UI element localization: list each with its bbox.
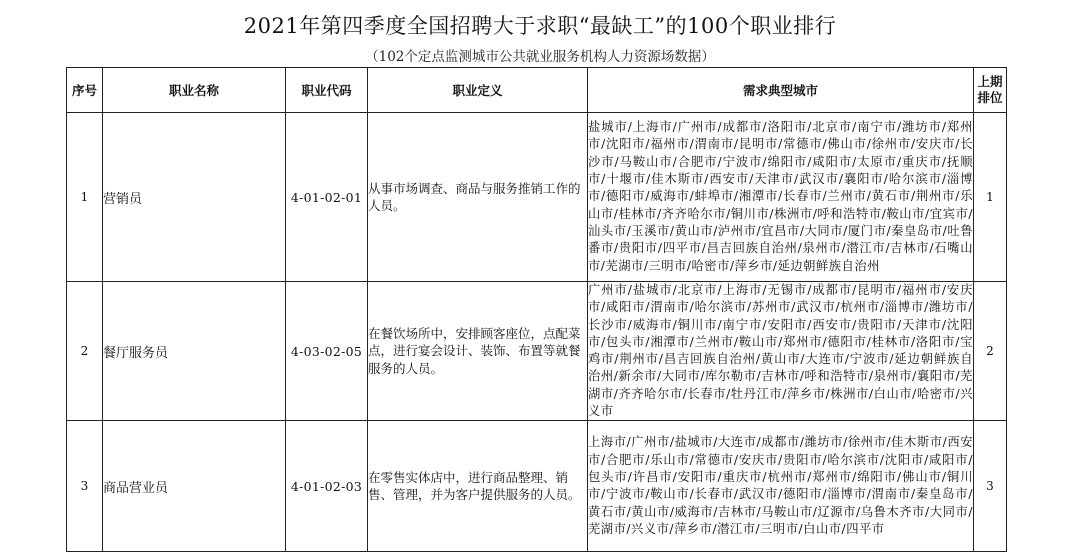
occupation-table (66, 67, 1007, 552)
header-code: 职业代码 (286, 68, 368, 113)
page-title: 2021年第四季度全国招聘大于求职“最缺工”的100个职业排行 (243, 14, 837, 38)
row-code: 4-03-02-05 (286, 282, 368, 421)
row-definition: 在餐饮场所中，安排顾客座位，点配菜点，进行宴会设计、装饰、布置等就餐服务的人员。 (368, 282, 588, 421)
row-no: 1 (67, 113, 103, 282)
row-prev-rank: 2 (974, 282, 1007, 421)
row-prev-rank: 1 (974, 113, 1007, 282)
row-cities: 盐城市/上海市/广州市/成都市/洛阳市/北京市/南宁市/潍坊市/郑州市/沈阳市/福州市/渭南市/昆明市/常德市/佛山市/徐州市/安庆市/长沙市/马鞍山市/合肥市/宁波市/绵阳市/咸阳市/太原市/重庆市/抚顺市/十堰市/佳木斯市/西安市/天津市/武汉市/襄阳市/哈尔滨市/淄博市/德阳市/威海市/蚌埠市/湘潭市/长春市/兰州市/黄石市/荆州市/乐山市/桂林市/齐齐哈尔市/铜川市/株洲市/呼和浩特市/鞍山市/宜宾市/汕头市/玉溪市/黄山市/泸州市/宜昌市/大同市/厦门市/秦皇岛市/吐鲁番市/贵阳市/四平市/昌吉回族自治州/泉州市/潜江市/吉林市/石嘴山市/芜湖市/三明市/哈密市/萍乡市/延边朝鲜族自治州 (588, 113, 974, 282)
row-definition: 在零售实体店中，进行商品整理、销售、管理，并为客户提供服务的人员。 (368, 421, 588, 552)
row-code: 4-01-02-03 (286, 421, 368, 552)
header-no: 序号 (67, 68, 103, 113)
row-code: 4-01-02-01 (286, 113, 368, 282)
header-prev-rank: 上期排位 (974, 68, 1007, 113)
header-definition: 职业定义 (368, 68, 588, 113)
row-no: 3 (67, 421, 103, 552)
row-prev-rank: 3 (974, 421, 1007, 552)
table-row (67, 282, 1007, 421)
row-name: 餐厅服务员 (103, 282, 286, 421)
row-name: 商品营业员 (103, 421, 286, 552)
row-name: 营销员 (103, 113, 286, 282)
row-cities: 上海市/广州市/盐城市/大连市/成都市/潍坊市/徐州市/佳木斯市/西安市/合肥市/乐山市/常德市/安庆市/贵阳市/哈尔滨市/沈阳市/咸阳市/包头市/许昌市/安阳市/重庆市/杭州市/郑州市/绵阳市/佛山市/铜川市/宁波市/鞍山市/长春市/武汉市/德阳市/淄博市/渭南市/秦皇岛市/黄石市/黄山市/威海市/吉林市/马鞍山市/辽源市/乌鲁木齐市/大同市/芜湖市/兴义市/萍乡市/潜江市/三明市/白山市/四平市 (588, 421, 974, 552)
header-cities: 需求典型城市 (588, 68, 974, 113)
table-header-row (67, 68, 1007, 113)
page-subtitle: （102个定点监测城市公共就业服务机构人力资源场数据） (365, 49, 715, 65)
row-definition: 从事市场调查、商品与服务推销工作的人员。 (368, 113, 588, 282)
header-name: 职业名称 (103, 68, 286, 113)
row-cities: 广州市/盐城市/北京市/上海市/无锡市/成都市/昆明市/福州市/安庆市/咸阳市/渭南市/哈尔滨市/苏州市/武汉市/杭州市/淄博市/潍坊市/长沙市/威海市/铜川市/南宁市/安阳市/西安市/贵阳市/天津市/沈阳市/包头市/湘潭市/兰州市/鞍山市/郑州市/德阳市/桂林市/洛阳市/宝鸡市/荆州市/昌吉回族自治州/黄山市/大连市/宁波市/延边朝鲜族自治州/新余市/大同市/库尔勒市/吉林市/呼和浩特市/泉州市/襄阳市/芜湖市/齐齐哈尔市/长春市/牡丹江市/萍乡市/株洲市/白山市/哈密市/兴义市 (588, 282, 974, 421)
row-no: 2 (67, 282, 103, 421)
table-row (67, 421, 1007, 552)
table-row (67, 113, 1007, 282)
